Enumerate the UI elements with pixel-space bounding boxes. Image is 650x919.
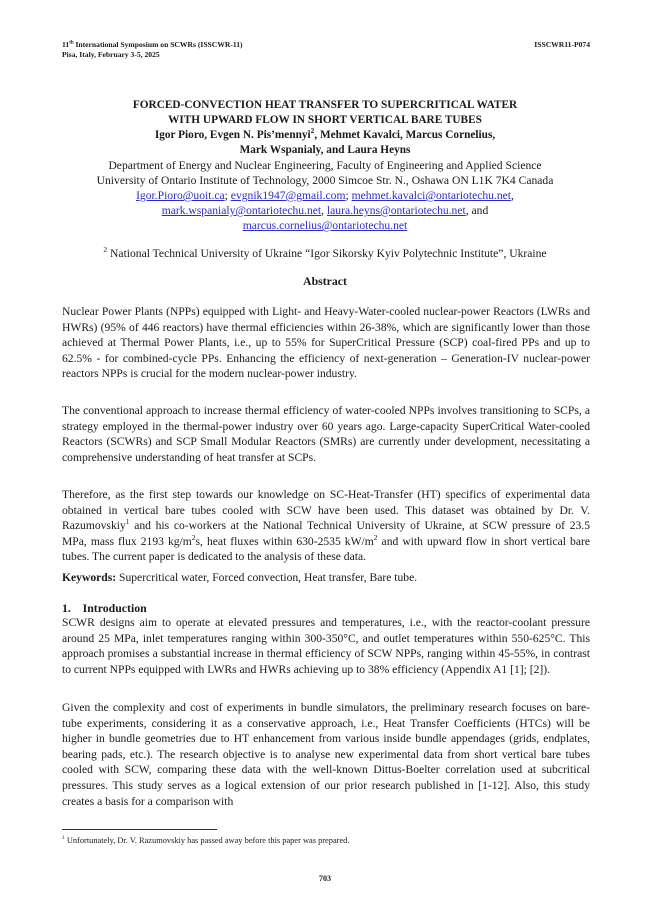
paper-title (60, 98, 590, 128)
abstract-paragraph-3: Therefore, as the first step towards our knowledge on SC-Heat-Transfer (HT) specifics of experimental data obtained in vertical bare tubes cooled with SCW have been used. This dataset was obtained by Dr. V. Razumovskiy$^1$ and his co-workers at the National Technical University of Ukraine, at SCW pressure of 23.5 MPa, mass flux 2193 $kg/m^2s$, heat fluxes within 630-2535 $kW/m^2$ and with upward flow in short vertical bare tubes. The current paper is dedicated to the analysis of these data. (62, 488, 590, 564)
email-link[interactable]: mehmet.kavalci@ontariotechu.net (351, 189, 512, 202)
keywords (62, 571, 590, 584)
email-line-2: mark.wspanialy@ontariotechu.net, laura.heyns@ontariotechu.net, and (161, 204, 489, 217)
abstract-paragraph-2: The conventional approach to increase thermal efficiency of water-cooled NPPs involves transitioning to SCPs, a strategy employed in the thermal-power industry over 60 years ago. Large-capacity SuperCritical Water-cooled Reactors (SCWRs) and SCP Small Modular Reactors (SMRs) are currently under development, necessitating a comprehensive understanding of heat transfer at SCPs. (62, 404, 590, 464)
title-line-1: FORCED-CONVECTION HEAT TRANSFER TO SUPERCRITICAL WATER (132, 99, 518, 111)
section-heading: 1. Introduction (62, 601, 147, 615)
email-line-3 (60, 218, 590, 233)
and-word: and (471, 204, 489, 217)
intro-paragraph-2: Given the complexity and cost of experiments in bundle simulators, the preliminary research focuses on bare-tube experiments, considering it as a conservative approach, i.e., Heat Transfer Coefficients (HTCs) will be higher in bundle geometries due to HT enhancement from various inside bundle appendages (grids, endplates, bearing pads, etc.). The research objective is to analyse new experimental data from short vertical bare tubes cooled with SCW, comparing these data with the well-known Dittus-Boelter correlation used at subcritical pressures. This study serves as a logical extension of our prior research published in [1-12]. Also, this study creates a basis for a comparison with (62, 701, 590, 808)
abstract-paragraph-1: Nuclear Power Plants (NPPs) equipped with Light- and Heavy-Water-cooled nuclear-power Reactors (LWRs and HWRs) (95% of 446 reactors) have thermal efficiencies within 26-38%, which are significantly lower than those achieved at Thermal Power Plants, i.e., up to 55% for SuperCritical Pressure (SCP) coal-fired PPs and up to 62.5% - for combined-cycle PPs. Enhancing the efficiency of next-generation – Generation-IV nuclear-power reactors NPPs is crucial for the modern nuclear-power industry. (62, 305, 590, 381)
second-affiliation: $^2$ National Technical University of Ukraine “Igor Sikorsky Kyiv Polytechnic Institute”, Ukraine (103, 245, 547, 260)
conference-header (62, 40, 243, 60)
authors-line-2: Mark Wspanialy, and Laura Heyns (239, 144, 411, 156)
footnote: $^1$ Unfortunately, Dr. V. Razumovskiy has passed away before this paper was prepared. (62, 835, 350, 845)
keywords-label: Keywords: (62, 571, 117, 584)
title-line-2: WITH UPWARD FLOW IN SHORT VERTICAL BARE TUBES (168, 114, 482, 126)
email-link[interactable]: marcus.cornelius@ontariotechu.net (242, 219, 408, 232)
affiliation-line-2: University of Ontario Institute of Technology, 2000 Simcoe Str. N., Oshawa ON L1K 7K4 Canada (96, 174, 554, 187)
authors-line-1: Igor Pioro, Evgen N. Pis’mennyi$^2$, Mehmet Kavalci, Marcus Cornelius, (154, 126, 496, 141)
email-line-1: Igor.Pioro@uoit.ca; evgnik1947@gmail.com; mehmet.kavalci@ontariotechu.net, (136, 189, 514, 202)
keywords-text: Supercritical water, Forced convection, Heat transfer, Bare tube. (116, 571, 418, 584)
paper-id: ISSCWR11-P074 (534, 40, 590, 49)
intro-paragraph-1: SCWR designs aim to operate at elevated pressures and temperatures, i.e., with the reactor-coolant pressure around 25 MPa, inlet temperatures ranging within 300-350°C, and outlet temperatures within 550-625°C. This approach promises a substantial increase in thermal efficiency of SCW NPPs, ranging within 45-55%, in contrast to current NPPs equipped with LWRs and HWRs achieving up to 38% efficiency (Appendix A1 [1]; [2]). (62, 616, 590, 676)
page-number: 703 (319, 874, 331, 883)
affiliation-line-1: Department of Energy and Nuclear Engineering, Faculty of Engineering and Applied Science (108, 159, 542, 172)
conference-location: Pisa, Italy, February 3-5, 2025 (62, 50, 160, 59)
affiliation (60, 158, 590, 233)
email-link[interactable]: Igor.Pioro@uoit.ca (136, 189, 225, 202)
email-link[interactable]: laura.heyns@ontariotechu.net (326, 204, 466, 217)
email-link[interactable]: mark.wspanialy@ontariotechu.net (161, 204, 322, 217)
abstract-heading: Abstract (303, 274, 347, 288)
conference-name: 11th International Symposium on SCWRs (ISSCWR-11) (62, 40, 243, 49)
footnote-ref[interactable]: 1 (125, 517, 130, 527)
author-list (60, 128, 590, 158)
email-link[interactable]: evgnik1947@gmail.com (230, 189, 346, 202)
footnote-divider (62, 829, 217, 830)
title-block (60, 98, 590, 233)
